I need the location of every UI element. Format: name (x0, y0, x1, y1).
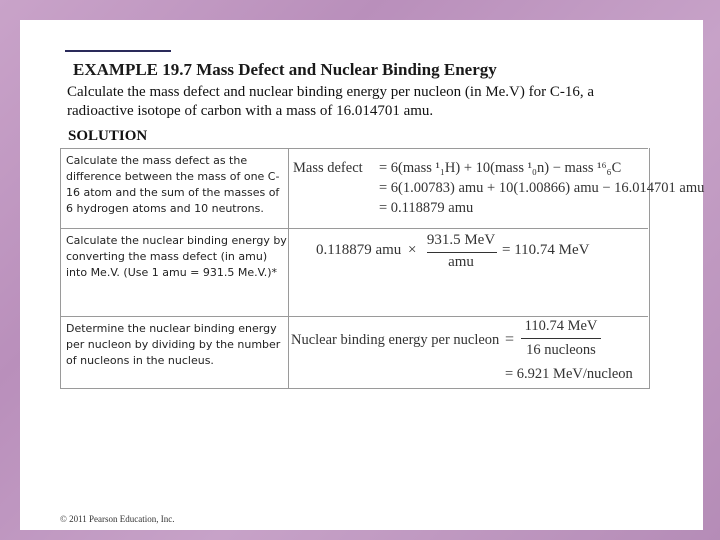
mass-defect-value: 0.118879 amu (316, 242, 402, 258)
per-nucleon-result: = 6.921 MeV/nucleon (505, 366, 633, 382)
solution-label: SOLUTION (68, 128, 148, 144)
example-number: EXAMPLE 19.7 (73, 60, 192, 79)
eq-line-3: = 0.118879 amu (379, 200, 474, 216)
example-heading: Mass Defect and Nuclear Binding Energy (196, 60, 497, 79)
step-3-text: Determine the nuclear binding energy per nucleon by dividing by the number of nucleons in the nucleus. (66, 322, 281, 367)
per-nucleon-numerator: 110.74 MeV (524, 318, 598, 334)
step-2-equation (316, 242, 401, 259)
table-row-divider (60, 228, 648, 229)
example-title (73, 60, 497, 80)
fraction-bar (427, 252, 497, 253)
copyright-footer: © 2011 Pearson Education, Inc. (60, 514, 175, 524)
step-3-lhs: Nuclear binding energy per nucleon (291, 332, 500, 348)
eq-line-1: = 6(mass ¹₁H) + 10(mass ¹₀n) − mass ¹⁶₆C (379, 160, 622, 176)
per-nucleon-denominator: 16 nucleons (526, 342, 596, 358)
step-1-text: Calculate the mass defect as the difference between the mass of one C-16 atom and the sum of the masses of 6 hydrogen atoms and 10 neutrons. (66, 154, 280, 215)
table-row-divider (60, 316, 648, 317)
eq-line-2: = 6(1.00783) amu + 10(1.00866) amu − 16.014701 amu (379, 180, 705, 196)
step-1-equation (293, 160, 705, 222)
times-sign: × (408, 242, 417, 258)
problem-statement: Calculate the mass defect and nuclear binding energy per nucleon (in Me.V) for C-16, a radioactive isotope of carbon with a mass of 16.014701 amu. (67, 84, 595, 119)
fraction-bar (521, 338, 601, 339)
table-column-divider (288, 148, 289, 388)
binding-energy-result: = 110.74 MeV (502, 242, 590, 258)
step-3-equals: = (505, 331, 515, 348)
conversion-numerator: 931.5 MeV (426, 232, 496, 248)
table-top-rule (60, 148, 648, 149)
conversion-denominator: amu (448, 254, 474, 270)
title-rule (65, 50, 171, 52)
eq-lhs: Mass defect (293, 160, 363, 176)
step-2-text: Calculate the nuclear binding energy by converting the mass defect (in amu) into Me.V. (Use 1 amu = 931.5 Me.V.)* (66, 234, 287, 279)
